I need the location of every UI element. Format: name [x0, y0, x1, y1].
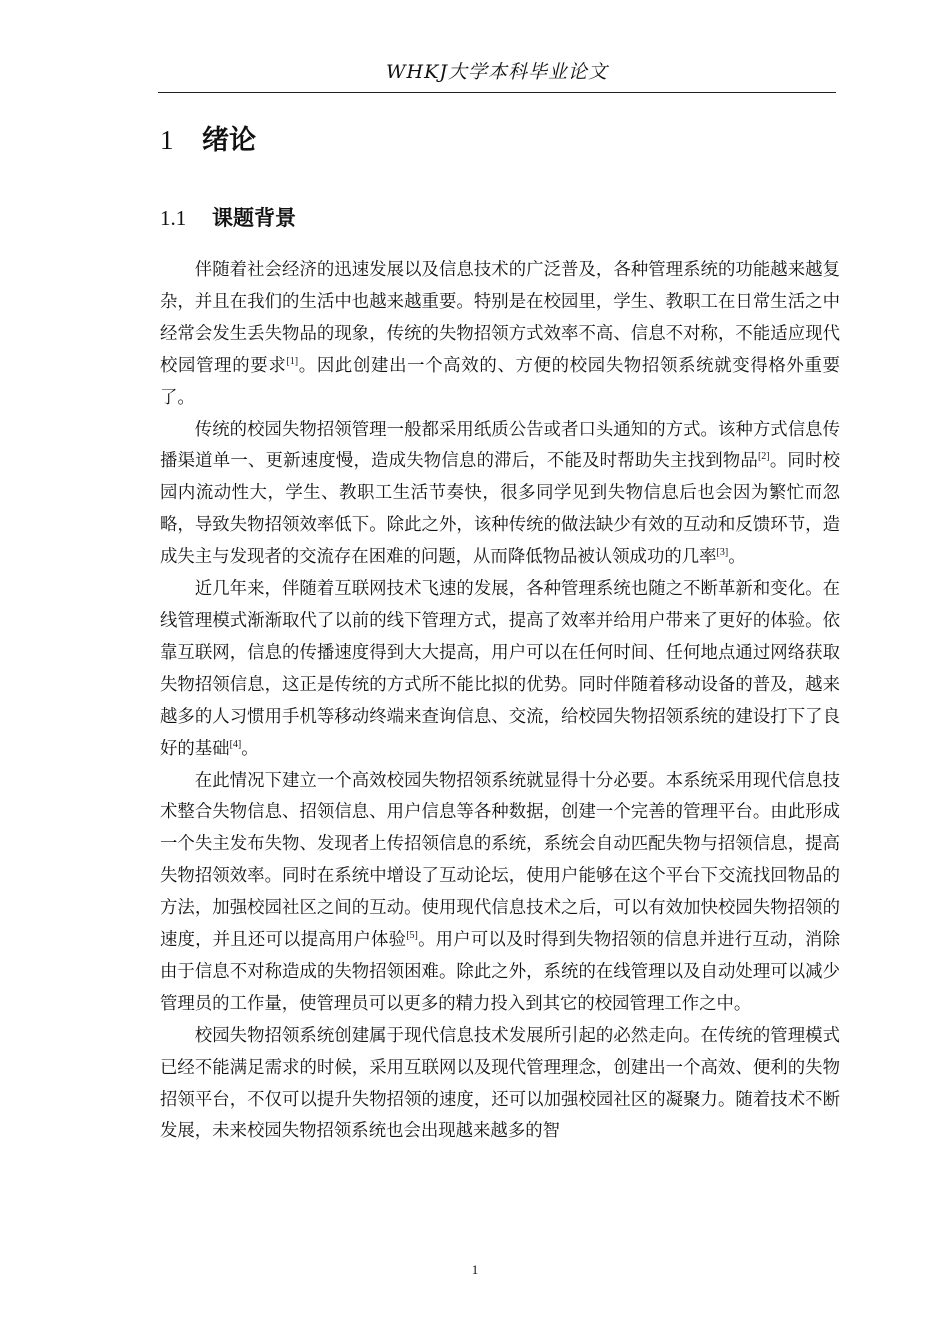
paragraph: [160, 415, 840, 575]
paragraph-text: 。因此创建出一个高效的、方便的校园失物招领系统就变得格外重要了。: [160, 355, 840, 408]
paragraph: [160, 766, 840, 1021]
section-number: 1.1: [160, 206, 187, 230]
section-title: 课题背景: [212, 206, 296, 230]
citation: [2]: [757, 451, 770, 463]
citation: [5]: [406, 930, 418, 942]
paragraph-text: 。同时校园内流动性大，学生、教职工生活节奏快，很多同学见到失物信息后也会因为繁忙而忽略，导致失物招领效率低下。除此之外，该种传统的做法缺少有效的互动和反馈环节，造成失主与发现者的交流存在困难的问题，从而降低物品被认领成功的几率: [160, 451, 840, 568]
running-header: WHKJ大学本科毕业论文: [386, 61, 608, 83]
citation: [1]: [286, 355, 299, 367]
header-rule: [158, 92, 836, 93]
paragraph-text: 传统的校园失物招领管理一般都采用纸质公告或者口头通知的方式。该种方式信息传播渠道单一、更新速度慢，造成失物信息的滞后，不能及时帮助失主找到物品: [160, 419, 840, 472]
section-heading: [160, 202, 296, 234]
chapter-title: 绪论: [202, 125, 256, 156]
paragraph: [160, 1021, 840, 1149]
paragraph-text: 在此情况下建立一个高效校园失物招领系统就显得十分必要。本系统采用现代信息技术整合失物信息、招领信息、用户信息等各种数据，创建一个完善的管理平台。由此形成一个失主发布失物、发现者上传招领信息的系统，系统会自动匹配失物与招领信息，提高失物招领效率。同时在系统中增设了互动论坛，使用户能够在这个平台下交流找回物品的方法，加强校园社区之间的互动。使用现代信息技术之后，可以有效加快校园失物招领的速度，并且还可以提高用户体验: [160, 770, 840, 951]
paragraph-text: 。: [728, 547, 746, 568]
citation: [4]: [229, 738, 242, 750]
paragraph-text: 校园失物招领系统创建属于现代信息技术发展所引起的必然走向。在传统的管理模式已经不能满足需求的时候，采用互联网以及现代管理理念，创建出一个高效、便利的失物招领平台，不仅可以提升失物招领的速度，还可以加强校园社区的凝聚力。随着技术不断发展，未来校园失物招领系统也会出现越来越多的智: [160, 1025, 840, 1142]
chapter-number: 1: [160, 125, 174, 155]
body-text: [160, 255, 840, 1148]
page-number: 1: [471, 1262, 479, 1277]
chapter-heading: [160, 120, 256, 161]
citation: [3]: [716, 547, 729, 559]
paragraph-text: 近几年来，伴随着互联网技术飞速的发展，各种管理系统也随之不断革新和变化。在线管理模式渐渐取代了以前的线下管理方式，提高了效率并给用户带来了更好的体验。依靠互联网，信息的传播速度得到大大提高，用户可以在任何时间、任何地点通过网络获取失物招领信息，这正是传统的方式所不能比拟的优势。同时伴随着移动设备的普及，越来越多的人习惯用手机等移动终端来查询信息、交流，给校园失物招领系统的建设打下了良好的基础: [160, 579, 840, 759]
paragraph-text: 。: [241, 738, 259, 759]
paragraph-text: 伴随着社会经济的迅速发展以及信息技术的广泛普及，各种管理系统的功能越来越复杂，并且在我们的生活中也越来越重要。特别是在校园里，学生、教职工在日常生活之中经常会发生丢失物品的现象，传统的失物招领方式效率不高、信息不对称，不能适应现代校园管理的要求: [160, 260, 840, 376]
paragraph-text: 。用户可以及时得到失物招领的信息并进行互动，消除由于信息不对称造成的失物招领困难。除此之外，系统的在线管理以及自动处理可以减少管理员的工作量，使管理员可以更多的精力投入到其它的校园管理工作之中。: [160, 930, 840, 1014]
paragraph: [160, 574, 840, 765]
paragraph: [160, 255, 840, 415]
